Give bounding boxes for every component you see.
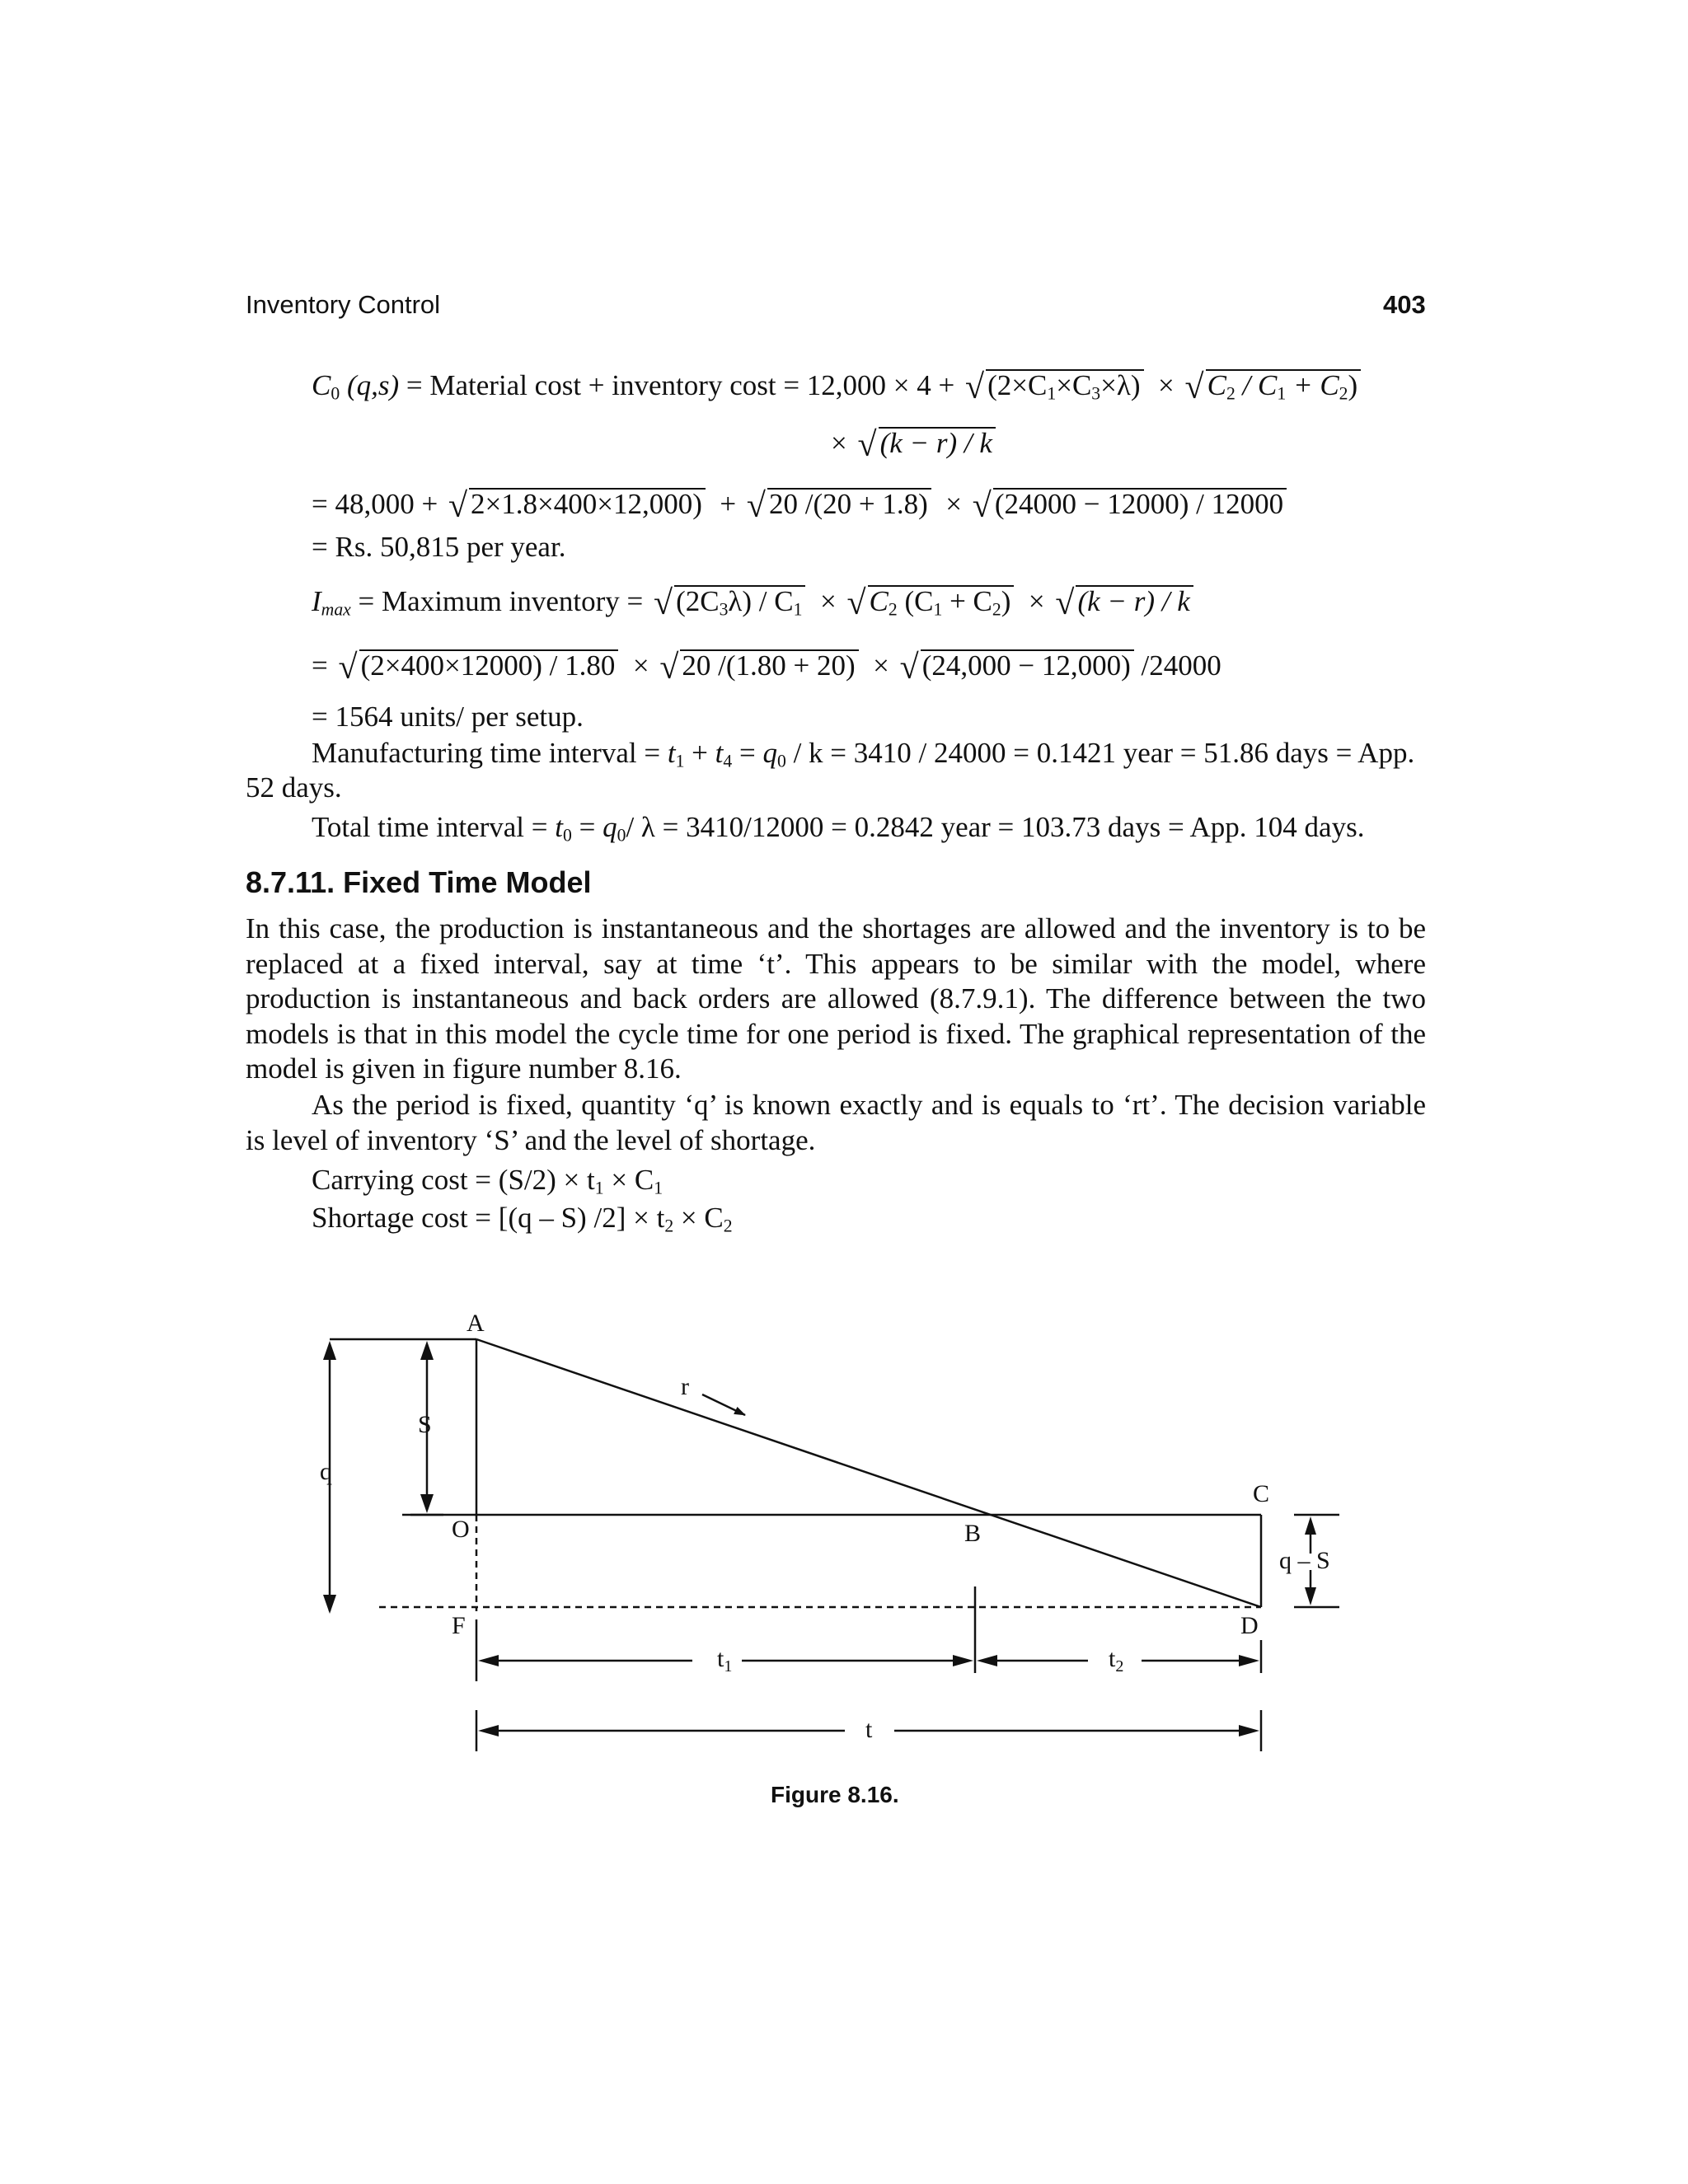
t-arrow-right (1239, 1725, 1259, 1736)
manufacturing-time-line: Manufacturing time interval = $t_1 + t_4 = q_0 / k = 3410 / 24000 = 0.1421$ year = 51.86 days = App. (312, 737, 1415, 771)
running-title: Inventory Control (246, 290, 441, 319)
eq-line-1: = 48,000 + √ 2×1.8×400×12,000) + √ 20 /(20 + 1.8) × √ (24000 − 12000) / 12000 (312, 488, 1287, 523)
eq-line-3: = √ (2×400×12000) / 1.80 × √ 20 /(1.80 + 20) × √ (24,000 − 12,000) /24000 (312, 649, 1221, 687)
eq-line-2: = Rs. 50,815 per year. (312, 531, 566, 563)
t1-arrow-left (478, 1655, 499, 1666)
t-arrow-left (478, 1725, 499, 1736)
page-number: 403 (1383, 290, 1426, 319)
label-q: q (320, 1458, 332, 1485)
label-c: C (1253, 1480, 1270, 1507)
paragraph-2: As the period is fixed, quantity ‘q’ is known exactly and is equals to ‘rt’. The decision variable is level of inventory ‘S’ and the level of shortage. (246, 1089, 1426, 1156)
label-s: S (418, 1411, 432, 1438)
t2-arrow-left (977, 1655, 997, 1666)
q-arrow-down (323, 1595, 336, 1614)
carrying-cost-line: Carrying $\cos t = (S/2) \times t_1 \times C_1$ (312, 1164, 663, 1198)
shortage-cost-line: Shortage cost = [(q – S) $/2] \times t_2 \times C_2$ (312, 1202, 733, 1236)
total-time-line: Total time interval = $t_0 = q_0/$ λ = 3410/12000 = 0.2842 year = 103.73 days = App. 104 days. (312, 811, 1365, 846)
label-b: B (964, 1520, 982, 1547)
label-r: r (681, 1373, 689, 1400)
co-equation-continued: × √ (k − r) / k (831, 427, 996, 462)
label-f: F (452, 1612, 466, 1639)
paragraph-1: In this case, the production is instantaneous and the shortages are allowed and the inventory is to be replaced at a fixed interval, say at time ‘t’. This appears to be similar with the model, where production is instantaneous and back orders are allowed (8.7.9.1). The difference between the two models is that in this model the cycle time for one period is fixed. The graphical representation of the model is given in figure number 8.16. (246, 912, 1426, 1085)
label-q-minus-s: q – S (1279, 1547, 1330, 1574)
figure-caption: Figure 8.16. (771, 1782, 899, 1807)
label-t2: $t_2$ (1109, 1645, 1124, 1675)
t2-arrow-right (1239, 1655, 1259, 1666)
s-arrow-up (420, 1341, 434, 1360)
t1-arrow-right (953, 1655, 973, 1666)
rate-arrow (702, 1394, 745, 1415)
co-equation: $C_0$ (q,s) = Material cost + inventory cost = 12,000 × 4 + √ $(2\times C_1\times C_3\times\lambda)$ × √ $C_2 / C_1 + C_2$) (312, 369, 1361, 405)
q-arrow-up (323, 1341, 336, 1360)
label-t: t (865, 1716, 873, 1743)
qs-arrow-down (1305, 1587, 1316, 1605)
imax-equation: $I_{max}$ = Maximum inventory = √ $(2C_3\lambda) / C_1$ × √ $C_2$ $(C_1 + C_2)$ × √ (k − r) / k (312, 585, 1193, 621)
manufacturing-time-line-2: 52 days. (246, 771, 342, 804)
eq-line-4: = 1564 units/ per setup. (312, 701, 584, 733)
label-d: D (1240, 1612, 1259, 1639)
section-heading: 8.7.11. Fixed Time Model (246, 865, 592, 899)
label-t1: $t_1$ (717, 1645, 733, 1675)
s-arrow-down (420, 1494, 434, 1513)
demand-line (476, 1339, 1261, 1607)
label-a: A (467, 1310, 485, 1337)
qs-arrow-up (1305, 1516, 1316, 1535)
label-o: O (452, 1516, 470, 1543)
